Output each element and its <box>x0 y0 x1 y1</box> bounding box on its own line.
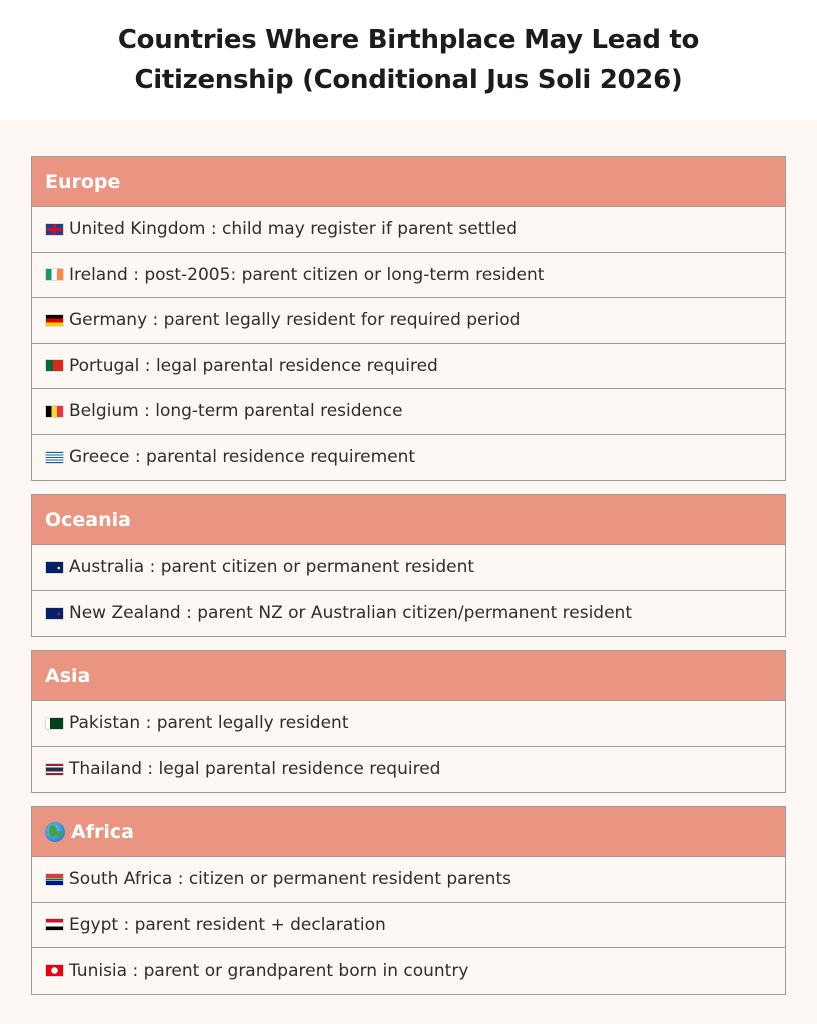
tunisia-flag-icon <box>46 965 63 976</box>
country-text: Tunisia : parent or grandparent born in country <box>69 960 469 981</box>
country-text: Germany : parent legally resident for required period <box>69 310 521 331</box>
list-item <box>32 344 785 390</box>
list-item <box>32 207 785 253</box>
list-item <box>32 903 785 949</box>
portugal-flag-icon <box>46 360 63 371</box>
country-text: New Zealand : parent NZ or Australian citizen/permanent resident <box>69 603 632 624</box>
country-text: United Kingdom : child may register if parent settled <box>69 219 518 240</box>
egypt-flag-icon <box>46 919 63 930</box>
list-item <box>32 545 785 591</box>
section-africa <box>31 806 786 995</box>
country-text: Egypt : parent resident + declaration <box>69 914 386 935</box>
country-list <box>31 156 786 1008</box>
list-item <box>32 253 785 299</box>
section-europe <box>31 156 786 481</box>
country-text: South Africa : citizen or permanent resident parents <box>69 869 511 890</box>
section-header <box>32 807 785 857</box>
south-africa-flag-icon <box>46 874 63 885</box>
list-item <box>32 591 785 637</box>
greece-flag-icon <box>46 452 63 463</box>
page-header <box>0 0 817 120</box>
list-item <box>32 857 785 903</box>
country-text: Pakistan : parent legally resident <box>69 713 349 734</box>
list-item <box>32 948 785 994</box>
australia-flag-icon <box>46 562 63 573</box>
section-title: Africa <box>71 820 134 843</box>
germany-flag-icon <box>46 315 63 326</box>
ireland-flag-icon <box>46 269 63 280</box>
country-text: Australia : parent citizen or permanent resident <box>69 557 475 578</box>
new-zealand-flag-icon <box>46 608 63 619</box>
section-title: Oceania <box>45 508 131 531</box>
section-title: Europe <box>45 170 121 193</box>
section-header <box>32 157 785 207</box>
belgium-flag-icon <box>46 406 63 417</box>
page-title: Countries Where Birthplace May Lead to Citizenship (Conditional Jus Soli 2026) <box>117 25 700 95</box>
section-asia <box>31 650 786 793</box>
list-item <box>32 701 785 747</box>
pakistan-flag-icon <box>46 718 63 729</box>
section-oceania <box>31 494 786 637</box>
country-text: Ireland : post-2005: parent citizen or long-term resident <box>69 264 545 285</box>
country-text: Portugal : legal parental residence required <box>69 355 438 376</box>
section-header <box>32 495 785 545</box>
country-text: Thailand : legal parental residence required <box>69 759 441 780</box>
list-item <box>32 747 785 793</box>
country-text: Greece : parental residence requirement <box>69 447 416 468</box>
country-text: Belgium : long-term parental residence <box>69 401 403 422</box>
thailand-flag-icon <box>46 764 63 775</box>
list-item <box>32 435 785 481</box>
section-header <box>32 651 785 701</box>
uk-flag-icon <box>46 224 63 235</box>
list-item <box>32 298 785 344</box>
list-item <box>32 389 785 435</box>
section-title: Asia <box>45 664 91 687</box>
globe-africa-icon <box>45 822 65 842</box>
